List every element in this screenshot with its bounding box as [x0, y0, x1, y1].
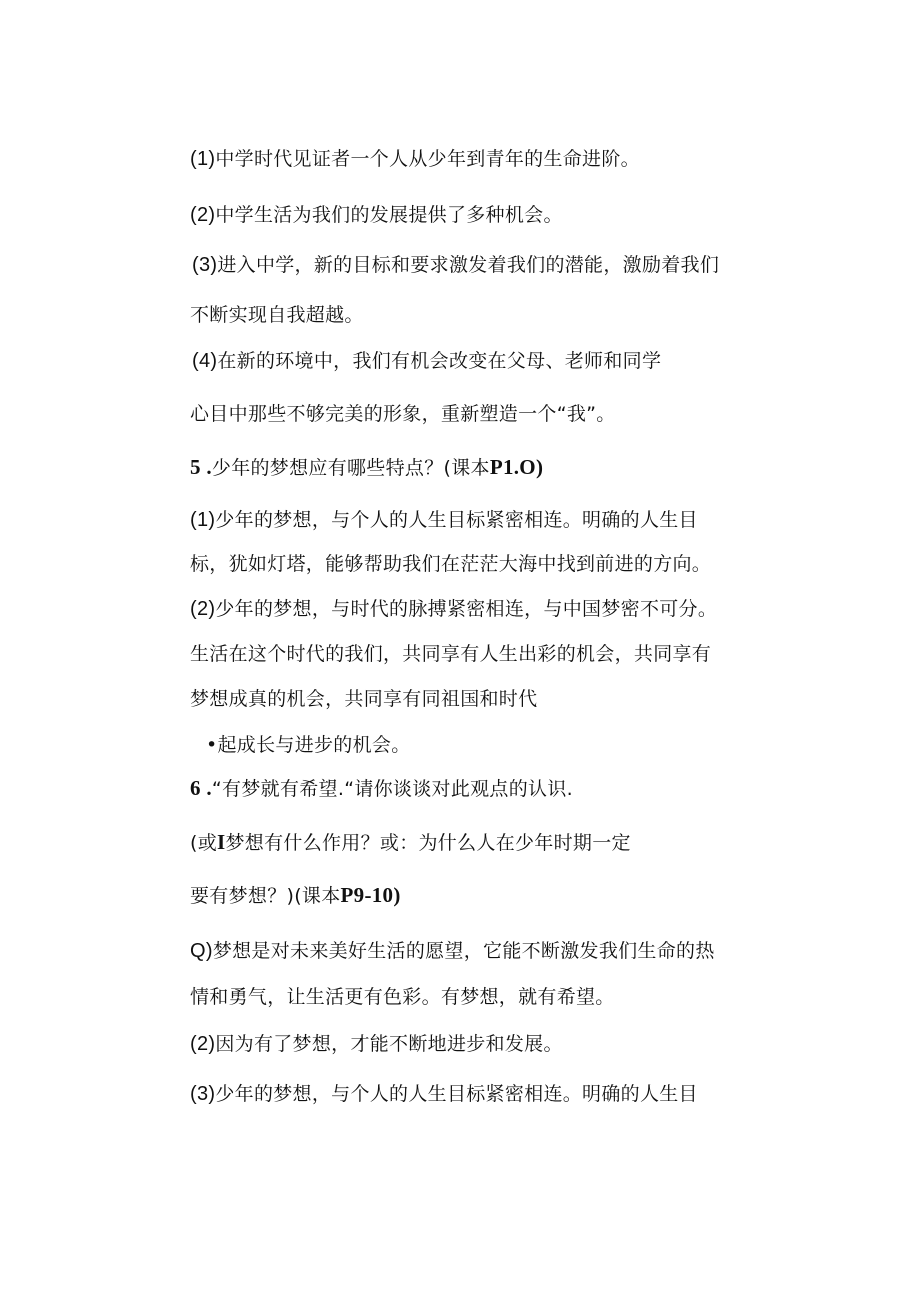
line-text: 在新的环境中，我们有机会改变在父母、老师和同学 — [217, 350, 662, 372]
paragraph-line — [190, 687, 537, 711]
line-text: 梦想成真的机会，共同享有同祖国和时代 — [190, 688, 538, 710]
line-text: 因为有了梦想，才能不断地进步和发展。 — [215, 1033, 563, 1055]
page-reference: P9-10) — [340, 883, 401, 907]
paragraph-line — [192, 253, 719, 277]
paragraph-line — [190, 552, 711, 576]
question-number: 5 . — [190, 455, 212, 479]
line-text: 情和勇气，让生活更有色彩。有梦想，就有希望。 — [190, 986, 615, 1008]
item-number: (2) — [190, 1033, 216, 1055]
line-text: 少年的梦想，与个人的人生目标紧密相连。明确的人生目 — [215, 509, 698, 531]
paragraph-line — [192, 349, 661, 373]
line-text: 不断实现自我超越。 — [190, 304, 364, 326]
paragraph-line — [190, 1032, 563, 1056]
paragraph-line — [190, 985, 615, 1009]
paragraph-line — [190, 203, 563, 227]
item-number: (3) — [192, 254, 218, 276]
paragraph-line — [190, 642, 711, 666]
line-text: 中学时代见证者一个人从少年到青年的生命进阶。 — [215, 148, 640, 170]
paragraph-line — [190, 939, 715, 963]
question-number: 6 . — [190, 776, 212, 800]
item-number: (1) — [190, 509, 216, 531]
page-reference: P1.O) — [489, 455, 544, 479]
line-text: •起成长与进步的机会。 — [206, 734, 411, 756]
item-number: (2) — [190, 598, 216, 620]
line-text: 少年的梦想，与时代的脉搏紧密相连，与中国梦密不可分。 — [215, 598, 718, 620]
line-text: 进入中学，新的目标和要求激发着我们的潜能，激励着我们 — [217, 254, 720, 276]
paragraph-line — [190, 303, 364, 327]
paragraph-line — [190, 883, 401, 908]
line-text: “有梦就有希望.“请你谈谈对此观点的认识. — [211, 778, 573, 800]
line-text: 要有梦想？)(课本 — [190, 885, 341, 907]
item-number: Q) — [190, 940, 213, 962]
line-text: 中学生活为我们的发展提供了多种机会。 — [215, 204, 563, 226]
line-text: 生活在这个时代的我们，共同享有人生出彩的机会，共同享有 — [190, 643, 712, 665]
paragraph-line — [190, 830, 631, 855]
paragraph-line — [190, 402, 616, 426]
line-text: 标，犹如灯塔，能够帮助我们在茫茫大海中找到前进的方向。 — [190, 553, 712, 575]
item-number: (3) — [190, 1083, 216, 1105]
bold-letter: I — [217, 830, 226, 854]
paragraph-line — [190, 147, 640, 171]
line-text: 梦想是对未来美好生活的愿望，它能不断激发我们生命的热 — [212, 940, 715, 962]
line-prefix: (或 — [190, 832, 218, 854]
line-text: 少年的梦想应有哪些特点？(课本 — [211, 457, 490, 479]
item-number: (4) — [192, 350, 218, 372]
paragraph-line — [206, 733, 411, 757]
item-number: (2) — [190, 204, 216, 226]
line-text: 心目中那些不够完美的形象，重新塑造一个“我”。 — [190, 403, 616, 425]
line-text: 梦想有什么作用？或：为什么人在少年时期一定 — [225, 832, 631, 854]
paragraph-line — [190, 508, 698, 532]
question-heading — [190, 455, 543, 480]
paragraph-line — [190, 597, 717, 621]
line-text: 少年的梦想，与个人的人生目标紧密相连。明确的人生目 — [215, 1083, 698, 1105]
paragraph-line — [190, 1082, 698, 1106]
question-heading — [190, 776, 573, 801]
item-number: (1) — [190, 148, 216, 170]
